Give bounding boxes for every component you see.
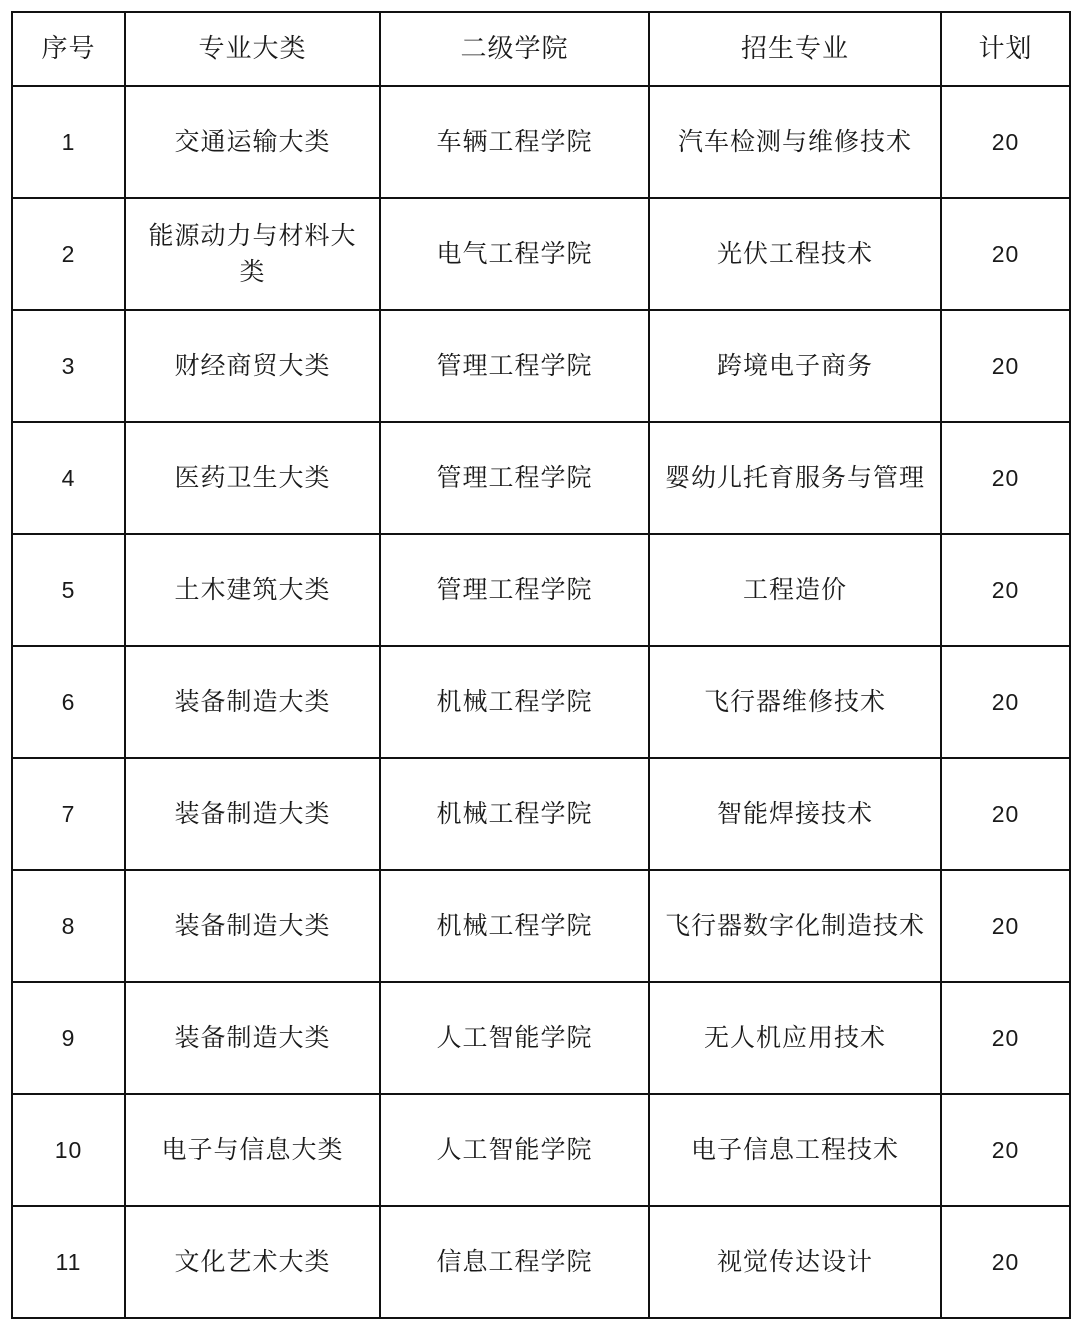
header-row <box>12 12 1070 86</box>
cell-major: 光伏工程技术 <box>649 198 941 310</box>
cell-college: 信息工程学院 <box>380 1206 649 1318</box>
cell-major: 飞行器维修技术 <box>649 646 941 758</box>
cell-plan: 20 <box>941 1094 1070 1206</box>
cell-major: 智能焊接技术 <box>649 758 941 870</box>
cell-college: 管理工程学院 <box>380 422 649 534</box>
cell-plan: 20 <box>941 198 1070 310</box>
cell-college: 机械工程学院 <box>380 646 649 758</box>
cell-major: 跨境电子商务 <box>649 310 941 422</box>
cell-index: 10 <box>12 1094 125 1206</box>
cell-college: 人工智能学院 <box>380 1094 649 1206</box>
cell-major: 工程造价 <box>649 534 941 646</box>
enrollment-plan-table <box>11 11 1071 1319</box>
table-row <box>12 646 1070 758</box>
cell-plan: 20 <box>941 758 1070 870</box>
cell-college: 管理工程学院 <box>380 534 649 646</box>
cell-index: 4 <box>12 422 125 534</box>
cell-college: 车辆工程学院 <box>380 86 649 198</box>
cell-plan: 20 <box>941 422 1070 534</box>
table-row <box>12 198 1070 310</box>
cell-category: 装备制造大类 <box>125 646 380 758</box>
cell-college: 机械工程学院 <box>380 758 649 870</box>
table-row <box>12 982 1070 1094</box>
cell-college: 电气工程学院 <box>380 198 649 310</box>
cell-plan: 20 <box>941 310 1070 422</box>
table-row <box>12 1206 1070 1318</box>
cell-index: 8 <box>12 870 125 982</box>
cell-index: 11 <box>12 1206 125 1318</box>
table-row <box>12 870 1070 982</box>
cell-major: 无人机应用技术 <box>649 982 941 1094</box>
cell-college: 机械工程学院 <box>380 870 649 982</box>
cell-category: 土木建筑大类 <box>125 534 380 646</box>
table-row <box>12 422 1070 534</box>
cell-major: 视觉传达设计 <box>649 1206 941 1318</box>
table-row <box>12 1094 1070 1206</box>
cell-plan: 20 <box>941 1206 1070 1318</box>
cell-index: 2 <box>12 198 125 310</box>
cell-index: 9 <box>12 982 125 1094</box>
cell-plan: 20 <box>941 982 1070 1094</box>
cell-major: 飞行器数字化制造技术 <box>649 870 941 982</box>
cell-major: 电子信息工程技术 <box>649 1094 941 1206</box>
cell-category: 能源动力与材料大类 <box>125 198 380 310</box>
cell-category: 装备制造大类 <box>125 982 380 1094</box>
cell-category: 医药卫生大类 <box>125 422 380 534</box>
cell-college: 人工智能学院 <box>380 982 649 1094</box>
cell-plan: 20 <box>941 646 1070 758</box>
cell-index: 1 <box>12 86 125 198</box>
cell-category: 交通运输大类 <box>125 86 380 198</box>
cell-category: 装备制造大类 <box>125 758 380 870</box>
cell-major: 汽车检测与维修技术 <box>649 86 941 198</box>
cell-index: 6 <box>12 646 125 758</box>
cell-index: 5 <box>12 534 125 646</box>
cell-category: 文化艺术大类 <box>125 1206 380 1318</box>
cell-plan: 20 <box>941 534 1070 646</box>
header-category: 专业大类 <box>125 12 380 86</box>
table-row <box>12 310 1070 422</box>
cell-category: 装备制造大类 <box>125 870 380 982</box>
table-row <box>12 758 1070 870</box>
table-row <box>12 86 1070 198</box>
header-plan: 计划 <box>941 12 1070 86</box>
table-row <box>12 534 1070 646</box>
cell-category: 财经商贸大类 <box>125 310 380 422</box>
header-college: 二级学院 <box>380 12 649 86</box>
header-major: 招生专业 <box>649 12 941 86</box>
cell-index: 7 <box>12 758 125 870</box>
cell-major: 婴幼儿托育服务与管理 <box>649 422 941 534</box>
header-index: 序号 <box>12 12 125 86</box>
cell-college: 管理工程学院 <box>380 310 649 422</box>
cell-index: 3 <box>12 310 125 422</box>
cell-category: 电子与信息大类 <box>125 1094 380 1206</box>
cell-plan: 20 <box>941 86 1070 198</box>
cell-plan: 20 <box>941 870 1070 982</box>
